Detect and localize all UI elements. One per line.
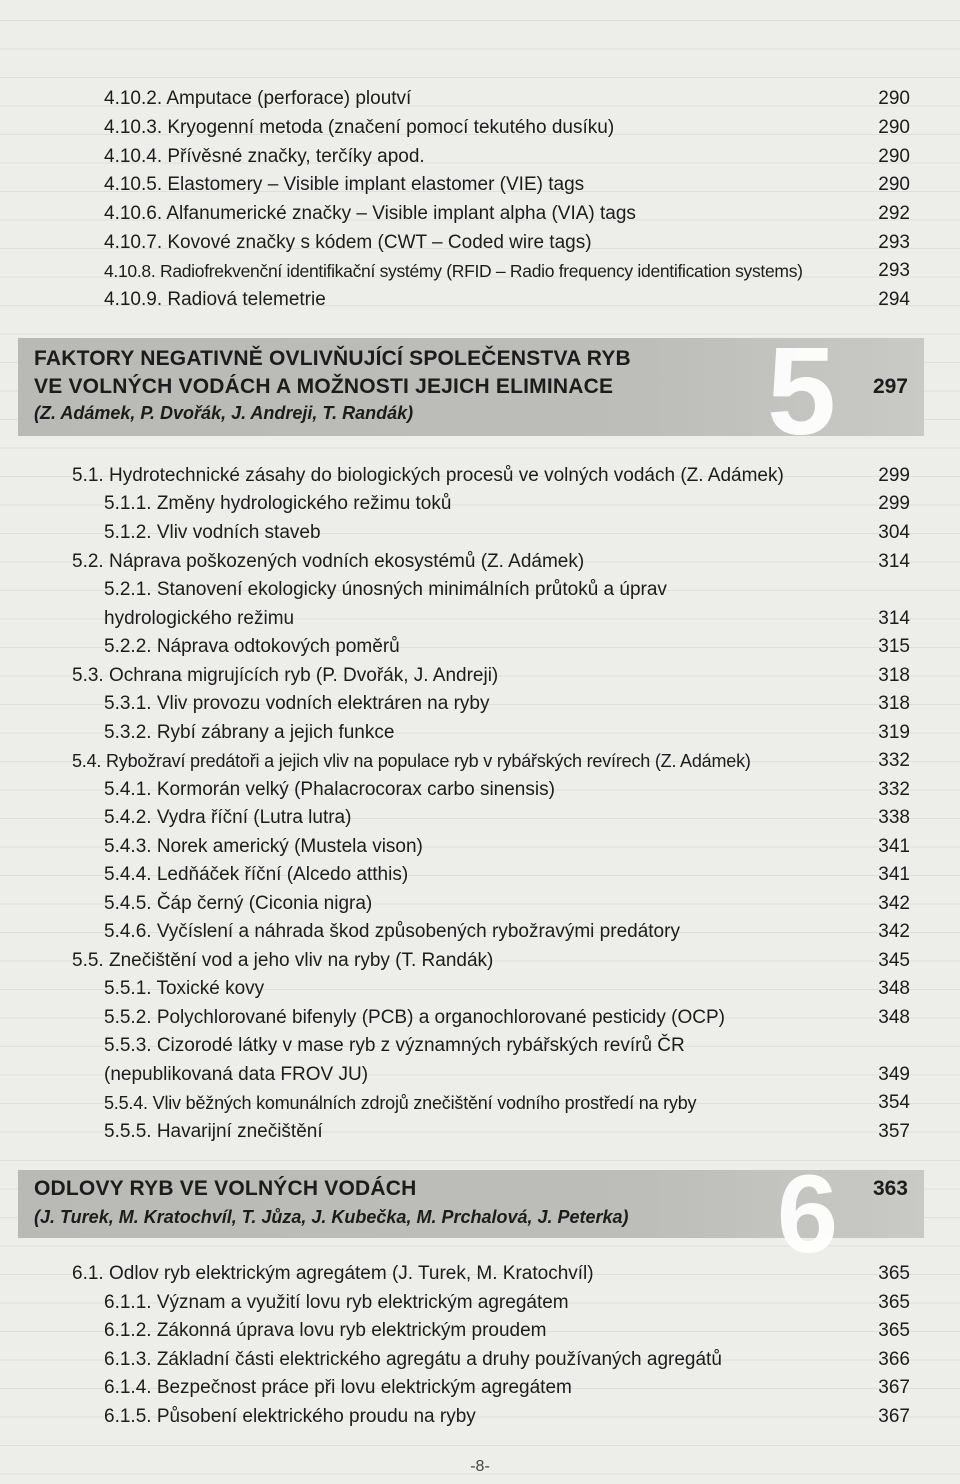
toc-entry-page: 367 bbox=[878, 1406, 910, 1427]
toc-entry-page: 315 bbox=[878, 636, 910, 657]
toc-entry-page: 319 bbox=[878, 722, 910, 743]
toc-entry-page: 342 bbox=[878, 893, 910, 914]
toc-entry-page: 299 bbox=[878, 465, 910, 486]
chapter-5-title-line2: VE VOLNÝCH VODÁCH A MOŽNOSTI JEJICH ELIMINACE bbox=[34, 375, 614, 398]
chapter-5-page: 297 bbox=[872, 375, 908, 398]
toc-entry-label: 4.10.6. Alfanumerické značky – Visible implant alpha (VIA) tags bbox=[104, 203, 636, 224]
toc-entry-page: 304 bbox=[878, 522, 910, 543]
toc-entry-label: 5.1.2. Vliv vodních staveb bbox=[104, 522, 321, 543]
toc-entry-label: 4.10.9. Radiová telemetrie bbox=[104, 289, 326, 310]
toc-entry-page: 290 bbox=[878, 88, 910, 109]
toc-entry-page: 341 bbox=[878, 864, 910, 885]
toc-entry-page: 348 bbox=[878, 978, 910, 999]
toc-entry-label: hydrologického režimu bbox=[104, 608, 295, 629]
toc-entry-label: 5.3. Ochrana migrujících ryb (P. Dvořák, J. Andreji) bbox=[72, 665, 499, 686]
toc-entry-page: 332 bbox=[878, 750, 910, 771]
toc-entry-label: 5.5.1. Toxické kovy bbox=[104, 978, 265, 999]
toc-entry-page: 314 bbox=[878, 608, 910, 629]
toc-entry-page: 357 bbox=[878, 1121, 910, 1142]
toc-entry-label: 5.4.1. Kormorán velký (Phalacrocorax carbo sinensis) bbox=[104, 779, 555, 800]
toc-entry-label: 5.3.2. Rybí zábrany a jejich funkce bbox=[104, 722, 395, 743]
toc-entry-label: 5.4.6. Vyčíslení a náhrada škod způsobených rybožravými predátory bbox=[104, 921, 680, 942]
toc-entry-label: (nepublikovaná data FROV JU) bbox=[104, 1064, 369, 1085]
toc-entry-page: 292 bbox=[878, 203, 910, 224]
chapter-5-number: 5 bbox=[767, 323, 836, 461]
toc-entry-label: 6.1.3. Základní části elektrického agregátu a druhy používaných agregátů bbox=[104, 1349, 722, 1370]
toc-entry-label: 5.5.2. Polychlorované bifenyly (PCB) a organochlorované pesticidy (OCP) bbox=[104, 1007, 725, 1028]
toc-entry-page: 345 bbox=[878, 950, 910, 971]
toc-entry-label: 5.5.5. Havarijní znečištění bbox=[104, 1121, 323, 1142]
toc-entry-page: 366 bbox=[878, 1349, 910, 1370]
toc-entry-page: 354 bbox=[878, 1092, 910, 1113]
toc-entry-page: 341 bbox=[878, 836, 910, 857]
toc-entry-page: 299 bbox=[878, 493, 910, 514]
chapter-5-title-line1: FAKTORY NEGATIVNĚ OVLIVŇUJÍCÍ SPOLEČENSTVA RYB bbox=[34, 347, 631, 370]
toc-entry-label: 5.5.3. Cizorodé látky v mase ryb z významných rybářských revírů ČR bbox=[104, 1035, 685, 1056]
toc-entry-page: 290 bbox=[878, 117, 910, 138]
toc-entry-label: 4.10.7. Kovové značky s kódem (CWT – Coded wire tags) bbox=[104, 232, 592, 253]
toc-entry-label: 4.10.2. Amputace (perforace) ploutví bbox=[104, 88, 412, 109]
toc-entry-label: 5.4.4. Ledňáček říční (Alcedo atthis) bbox=[104, 864, 409, 885]
toc-entry-page: 349 bbox=[878, 1064, 910, 1085]
toc-entry-label: 6.1.4. Bezpečnost práce při lovu elektrickým agregátem bbox=[104, 1377, 572, 1398]
toc-entry-page: 338 bbox=[878, 807, 910, 828]
toc-entry-label: 5.4.2. Vydra říční (Lutra lutra) bbox=[104, 807, 352, 828]
toc-entry-label: 5.4.5. Čáp černý (Ciconia nigra) bbox=[104, 893, 373, 914]
toc-entry-label: 6.1. Odlov ryb elektrickým agregátem (J. Turek, M. Kratochvíl) bbox=[72, 1263, 594, 1284]
toc-entry-label: 5.5. Znečištění vod a jeho vliv na ryby (T. Randák) bbox=[72, 950, 494, 971]
chapter-6-authors: (J. Turek, M. Kratochvíl, T. Jůza, J. Kubečka, M. Prchalová, J. Peterka) bbox=[34, 1207, 629, 1227]
toc-entry-label: 5.1.1. Změny hydrologického režimu toků bbox=[104, 493, 452, 514]
toc-entry-page: 332 bbox=[878, 779, 910, 800]
toc-entry-label: 5.2. Náprava poškozených vodních ekosystémů (Z. Adámek) bbox=[72, 551, 585, 572]
toc-entry-page: 290 bbox=[878, 174, 910, 195]
chapter-6-page: 363 bbox=[872, 1177, 908, 1200]
toc-entry-label: 5.5.4. Vliv běžných komunálních zdrojů znečištění vodního prostředí na ryby bbox=[104, 1093, 697, 1113]
toc-entry-page: 290 bbox=[878, 146, 910, 167]
toc-entry-page: 293 bbox=[878, 232, 910, 253]
toc-entry-page: 314 bbox=[878, 551, 910, 572]
toc-entry-label: 4.10.5. Elastomery – Visible implant elastomer (VIE) tags bbox=[104, 174, 585, 195]
toc-entry-page: 318 bbox=[878, 693, 910, 714]
toc-entry-label: 4.10.3. Kryogenní metoda (značení pomocí tekutého dusíku) bbox=[104, 117, 615, 138]
toc-entry-label: 5.2.1. Stanovení ekologicky únosných minimálních průtoků a úprav bbox=[104, 579, 667, 600]
toc-entry-label: 5.4. Rybožraví predátoři a jejich vliv na populace ryb v rybářských revírech (Z. Adámek) bbox=[72, 751, 751, 771]
toc-entry-label: 5.3.1. Vliv provozu vodních elektráren na ryby bbox=[104, 693, 490, 714]
toc-entry-label: 6.1.5. Působení elektrického proudu na ryby bbox=[104, 1406, 476, 1427]
toc-entry-page: 365 bbox=[878, 1263, 910, 1284]
chapter-6-number: 6 bbox=[776, 1153, 838, 1276]
toc-entry-label: 4.10.8. Radiofrekvenční identifikační systémy (RFID – Radio frequency identification systems) bbox=[104, 261, 803, 281]
toc-entry-page: 294 bbox=[878, 289, 910, 310]
chapter-6-title: ODLOVY RYB VE VOLNÝCH VODÁCH bbox=[34, 1177, 417, 1200]
toc-entry-page: 365 bbox=[878, 1292, 910, 1313]
toc-entry-label: 5.1. Hydrotechnické zásahy do biologických procesů ve volných vodách (Z. Adámek) bbox=[72, 465, 784, 486]
toc-entry-label: 5.4.3. Norek americký (Mustela vison) bbox=[104, 836, 423, 857]
toc-entry-page: 342 bbox=[878, 921, 910, 942]
toc-entry-page: 348 bbox=[878, 1007, 910, 1028]
chapter-5-authors: (Z. Adámek, P. Dvořák, J. Andreji, T. Randák) bbox=[34, 403, 414, 423]
toc-entry-page: 293 bbox=[878, 260, 910, 281]
toc-entry-page: 365 bbox=[878, 1320, 910, 1341]
toc-entry-page: 367 bbox=[878, 1377, 910, 1398]
toc-entry-label: 6.1.2. Zákonná úprava lovu ryb elektrickým proudem bbox=[104, 1320, 547, 1341]
chapter-5-header bbox=[18, 323, 924, 461]
toc-entry-page: 318 bbox=[878, 665, 910, 686]
toc-entry-label: 4.10.4. Přívěsné značky, terčíky apod. bbox=[104, 146, 425, 167]
page-number-footer: -8- bbox=[470, 1458, 490, 1475]
toc-entry-label: 5.2.2. Náprava odtokových poměrů bbox=[104, 636, 400, 657]
toc-entry-label: 6.1.1. Význam a využití lovu ryb elektrickým agregátem bbox=[104, 1292, 569, 1313]
